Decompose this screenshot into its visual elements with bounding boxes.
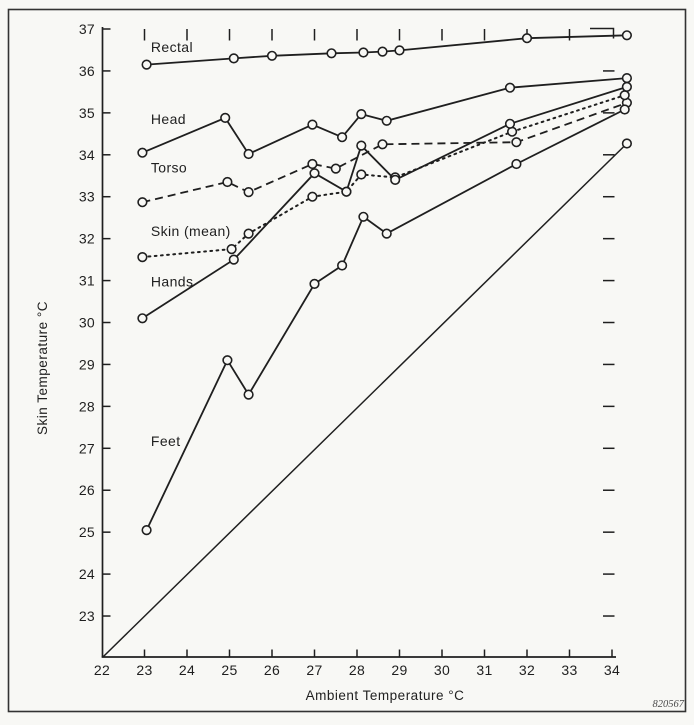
series-line-feet	[147, 110, 625, 531]
data-point-rectal	[378, 47, 387, 56]
series-label-torso: Torso	[150, 159, 188, 176]
x-tick-label: 25	[221, 662, 238, 678]
data-point-head	[623, 74, 632, 83]
y-tick-label: 29	[78, 356, 95, 373]
y-tick-label: 27	[78, 440, 95, 457]
y-axis-title: Skin Temperature °C	[35, 301, 50, 435]
data-point-feet	[359, 213, 368, 222]
x-tick-label: 27	[306, 662, 323, 678]
data-point-torso	[512, 138, 521, 147]
y-tick-label: 30	[78, 314, 95, 331]
y-tick-label: 26	[78, 482, 95, 499]
y-tick-label: 24	[78, 566, 95, 583]
x-tick-label: 28	[348, 662, 366, 678]
data-point-skin-mean	[138, 253, 147, 262]
x-tick-label: 22	[93, 662, 111, 678]
y-tick-label: 32	[78, 230, 95, 247]
y-tick-label: 34	[78, 146, 95, 163]
data-point-rectal	[359, 48, 368, 57]
figure-border-group	[9, 10, 686, 712]
series-label-skin-mean: Skin (mean)	[150, 223, 231, 240]
data-point-skin-mean	[357, 170, 366, 179]
data-point-hands	[230, 255, 239, 264]
data-point-rectal	[142, 60, 151, 69]
data-point-hands	[391, 176, 400, 185]
data-point-rectal	[230, 54, 239, 63]
y-tick-label: 35	[78, 104, 95, 121]
data-point-head	[138, 148, 147, 157]
data-point-feet	[338, 261, 347, 270]
x-tick-label: 32	[518, 662, 536, 678]
data-point-hands	[357, 141, 366, 150]
data-point-hands	[623, 83, 632, 92]
data-point-hands	[506, 120, 515, 129]
x-tick-label: 30	[433, 662, 451, 678]
x-tick-label: 33	[561, 662, 578, 678]
y-tick-label: 23	[78, 608, 95, 625]
y-tick-label: 37	[78, 21, 95, 37]
series-label-feet: Feet	[150, 432, 181, 449]
x-tick-label: 31	[476, 662, 493, 678]
data-point-torso	[378, 140, 387, 149]
labels-group	[35, 39, 464, 703]
figure-number: 820567	[652, 699, 684, 710]
data-point-rectal	[395, 46, 404, 55]
x-tick-label: 29	[391, 662, 408, 678]
data-point-head	[244, 150, 253, 159]
series-label-head: Head	[150, 111, 186, 128]
data-point-head	[382, 117, 391, 126]
x-tick-label: 23	[136, 662, 153, 678]
data-point-skin-mean	[620, 91, 629, 100]
data-point-skin-mean	[244, 229, 253, 238]
data-point-feet	[620, 105, 629, 114]
data-point-rectal	[327, 49, 336, 58]
y-tick-label: 28	[78, 398, 95, 415]
data-point-torso	[308, 160, 317, 169]
series-label-hands: Hands	[150, 273, 194, 290]
data-point-torso	[223, 178, 232, 187]
data-point-torso	[138, 198, 147, 207]
y-tick-label: 36	[78, 62, 95, 79]
data-point-hands	[342, 187, 351, 196]
data-point-torso	[244, 188, 253, 197]
data-point-head	[506, 83, 515, 92]
y-tick-label: 25	[78, 524, 95, 541]
data-point-head	[357, 110, 366, 119]
x-tick-label: 26	[263, 662, 281, 678]
data-point-torso	[332, 164, 341, 173]
y-tick-label: 31	[78, 272, 95, 289]
y-tick-label: 33	[78, 188, 95, 205]
x-axis-title: Ambient Temperature °C	[305, 688, 465, 703]
data-point-feet	[310, 280, 319, 289]
data-point-rectal	[268, 52, 277, 61]
data-point-rectal	[523, 34, 532, 43]
data-point-head	[221, 114, 230, 123]
data-point-feet	[382, 229, 391, 238]
x-tick-label: 34	[603, 662, 621, 678]
x-tick-label: 24	[178, 662, 196, 678]
data-point-feet	[244, 390, 253, 399]
figure-border	[9, 10, 686, 712]
series-label-rectal: Rectal	[150, 39, 193, 56]
data-point-rectal	[623, 31, 632, 40]
data-point-head	[308, 120, 317, 129]
data-point-skin-mean	[227, 245, 236, 254]
data-point-hands	[138, 314, 147, 323]
data-point-feet	[512, 160, 521, 169]
data-point-identity-reference	[623, 139, 632, 148]
data-point-feet	[142, 526, 151, 535]
data-point-feet	[223, 356, 232, 365]
data-point-skin-mean	[308, 192, 317, 201]
data-point-hands	[310, 169, 319, 178]
data-point-head	[338, 133, 347, 142]
